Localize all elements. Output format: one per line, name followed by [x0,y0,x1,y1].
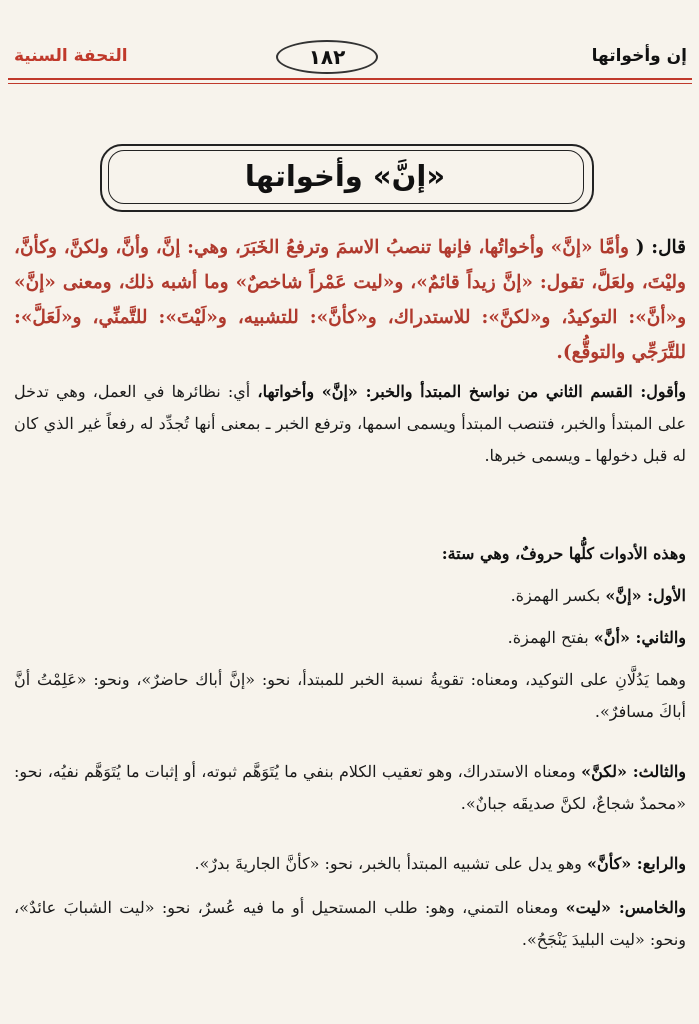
paragraph [14,580,686,612]
header-rule [8,78,692,80]
quote-text: وأمَّا «إنَّ» وأخواتُها، فإنها تنصبُ الاسمَ وترفعُ الخَبَرَ، وهي: إنَّ، وأنَّ، ولكنَّ، وكأنَّ، وليْتَ، ولعَلَّ، تقول: «إنَّ زيداً قائمٌ»، و«ليت عَمْراً شاخصٌ» وما أشبه ذلك، ومعنى «إنَّ» و«أنَّ»: التوكيدُ، و«لكنَّ»: للاستدراك، و«كأنَّ»: للتشبيه، و«لَيْتَ»: للتَّمنِّي، و«لَعَلَّ»: للتَّرَجِّي والتوقُّع). [14,237,686,363]
paragraph-lead: والرابع: «كأنَّ» [586,854,686,873]
paragraph [14,892,686,956]
paragraph-text: وهو يدل على تشبيه المبتدأ بالخبر، نحو: «كأنَّ الجاريةَ بدرٌ». [194,854,587,873]
paragraph [14,376,686,472]
paragraph-lead: والثاني: «أنَّ» [593,628,686,647]
paragraph-text: ومعناه الاستدراك، وهو تعقيب الكلام بنفي ما يُتَوَهَّم ثبوته، أو إثبات ما يُتَوَهَّم نفيُه، نحو: «محمدٌ شجاعٌ، لكنَّ صديقَه جبانٌ». [14,762,686,813]
quoted-matn [14,230,686,370]
page-number: ١٨٢ [276,40,378,74]
page-header [0,38,699,78]
paragraph-text: بفتح الهمزة. [507,628,594,647]
book-title: التحفة السنية [14,46,128,66]
section-title: «إنَّ» وأخواتها [244,159,446,193]
paragraph-text: أي: نظائرها في العمل، وهي تدخل على المبتدأ والخبر، فتنصب المبتدأ ويسمى اسمها، وترفع الخبر ـ بمعنى أنها تُجدِّد له رفعاً غير الذي كان له قبل دخولها ـ ويسمى خبرها. [14,382,686,465]
paragraph-lead: والثالث: «لكنَّ» [581,762,687,781]
paragraph-lead: وهذه الأدوات كلُّها حروفٌ، وهي ستة: [441,544,686,563]
chapter-heading: إن وأخواتها [591,46,687,66]
paragraph [14,848,686,880]
paragraph-lead: الأول: «إنَّ» [605,586,686,605]
paragraph [14,622,686,654]
quote-lead: قال: ( [635,237,686,258]
paragraph-text: بكسر الهمزة. [510,586,606,605]
paragraph [14,756,686,820]
paragraph-text: ومعناه التمني، وهو: طلب المستحيل أو ما فيه عُسرٌ، نحو: «ليت الشبابَ عائدٌ»، ونحو: «ليت البليدَ يَنْجَحُ». [14,898,686,949]
paragraph-lead: والخامس: «ليت» [565,898,686,917]
paragraph [14,664,686,728]
header-rule-thin [8,83,692,84]
paragraph-lead: وأقول: القسم الثاني من نواسخ المبتدأ والخبر: «إنَّ» وأخواتها، [257,382,686,401]
paragraph [14,538,686,570]
paragraph-text: وهما يَدُلَّانِ على التوكيد، ومعناه: تقويةُ نسبة الخبر للمبتدأ، نحو: «إنَّ أباك حاضرٌ»، ونحو: «عَلِمْتُ أنَّ أباكَ مسافرٌ». [14,670,687,721]
